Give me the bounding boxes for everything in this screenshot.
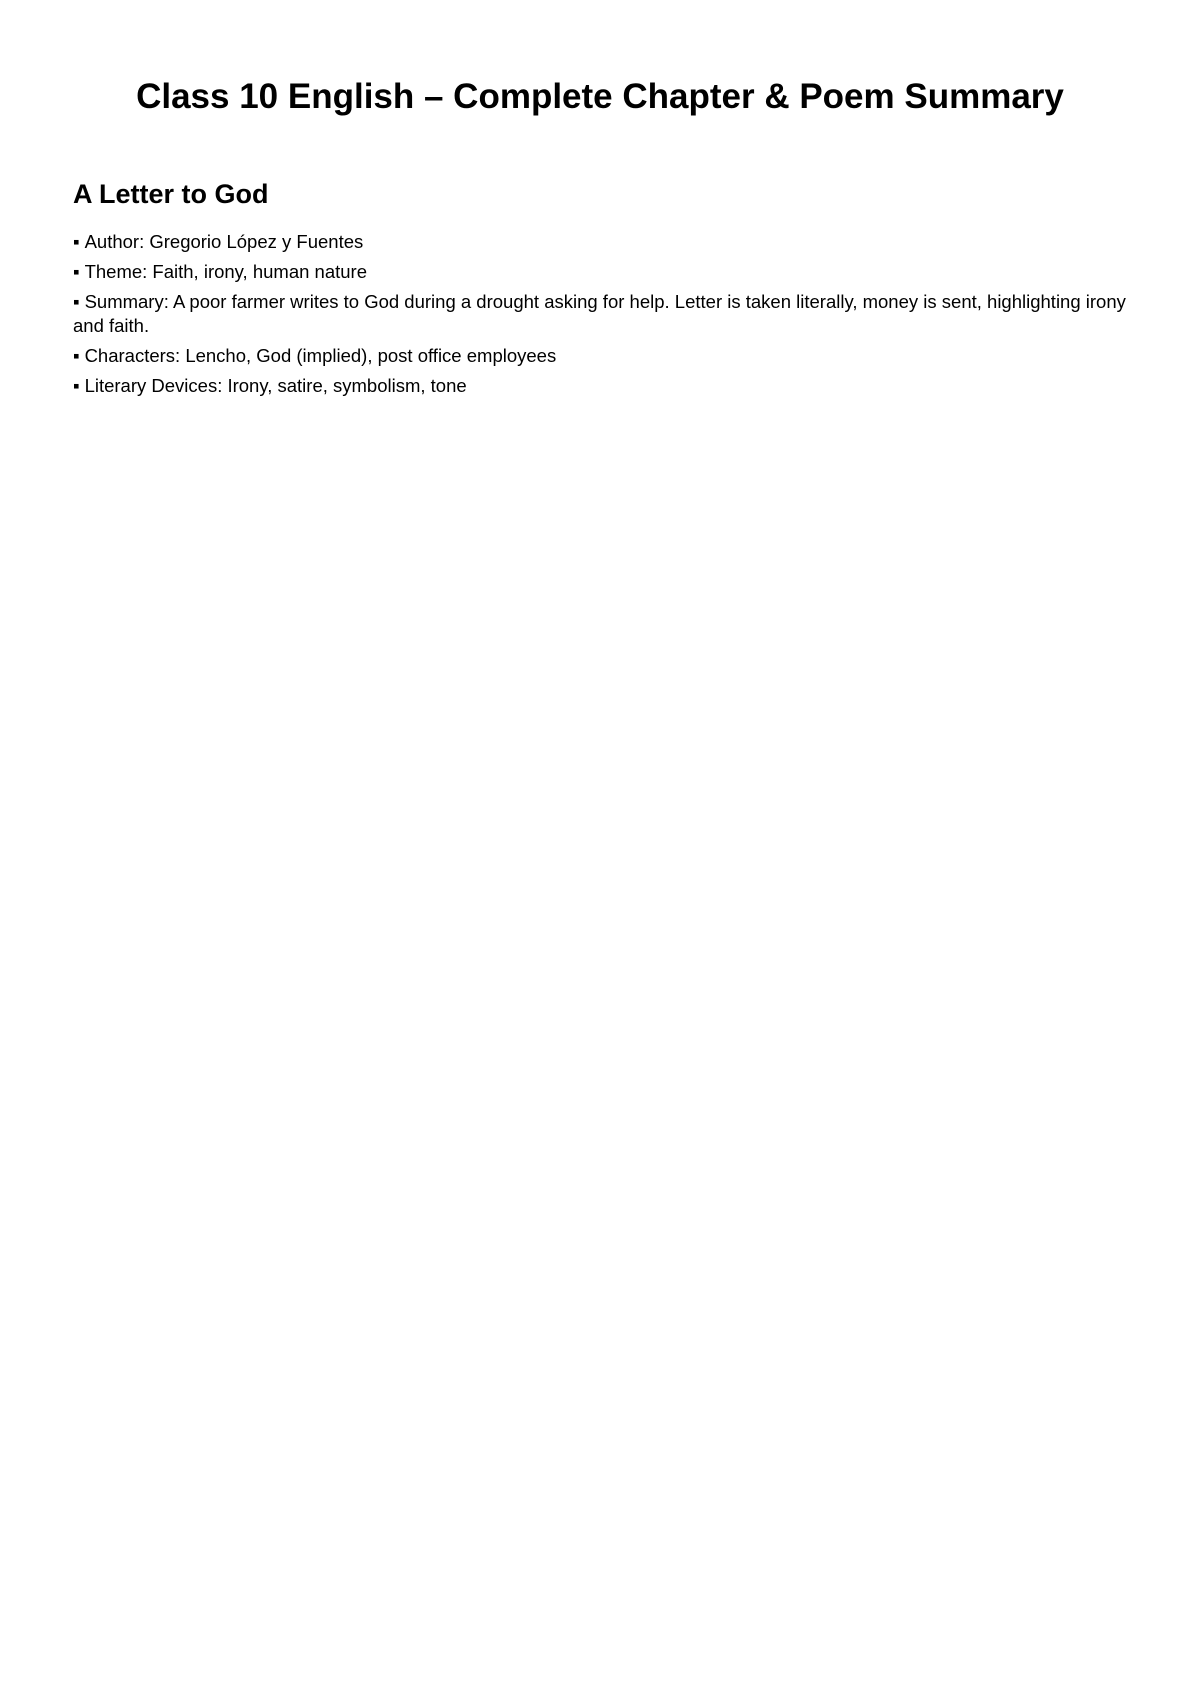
bullet-text-theme: Theme: Faith, irony, human nature — [84, 261, 367, 282]
bullet-text-author: Author: Gregorio López y Fuentes — [84, 231, 364, 252]
bullet-icon: ▪ — [73, 375, 80, 396]
bullet-text-literary-devices: Literary Devices: Irony, satire, symbolism, tone — [84, 375, 467, 396]
bullet-icon: ▪ — [73, 261, 80, 282]
bullet-icon: ▪ — [73, 345, 80, 366]
bullet-icon: ▪ — [73, 231, 80, 252]
document-title: Class 10 English – Complete Chapter & Poem Summary — [136, 77, 1064, 116]
bullet-text-characters: Characters: Lencho, God (implied), post office employees — [84, 345, 557, 366]
section-heading: A Letter to God — [73, 179, 269, 209]
bullet-item-theme — [73, 260, 1127, 284]
bullet-item-author — [73, 230, 1127, 254]
bullet-item-characters — [73, 344, 1127, 368]
section-bullet-list — [73, 230, 1127, 398]
bullet-icon: ▪ — [73, 291, 80, 312]
section-a-letter-to-god — [73, 176, 1127, 404]
bullet-text-summary: Summary: A poor farmer writes to God during a drought asking for help. Letter is taken literally, money is sent, highlighting irony and faith. — [73, 291, 1126, 336]
bullet-item-summary — [73, 290, 1127, 338]
bullet-item-literary-devices — [73, 374, 1127, 398]
